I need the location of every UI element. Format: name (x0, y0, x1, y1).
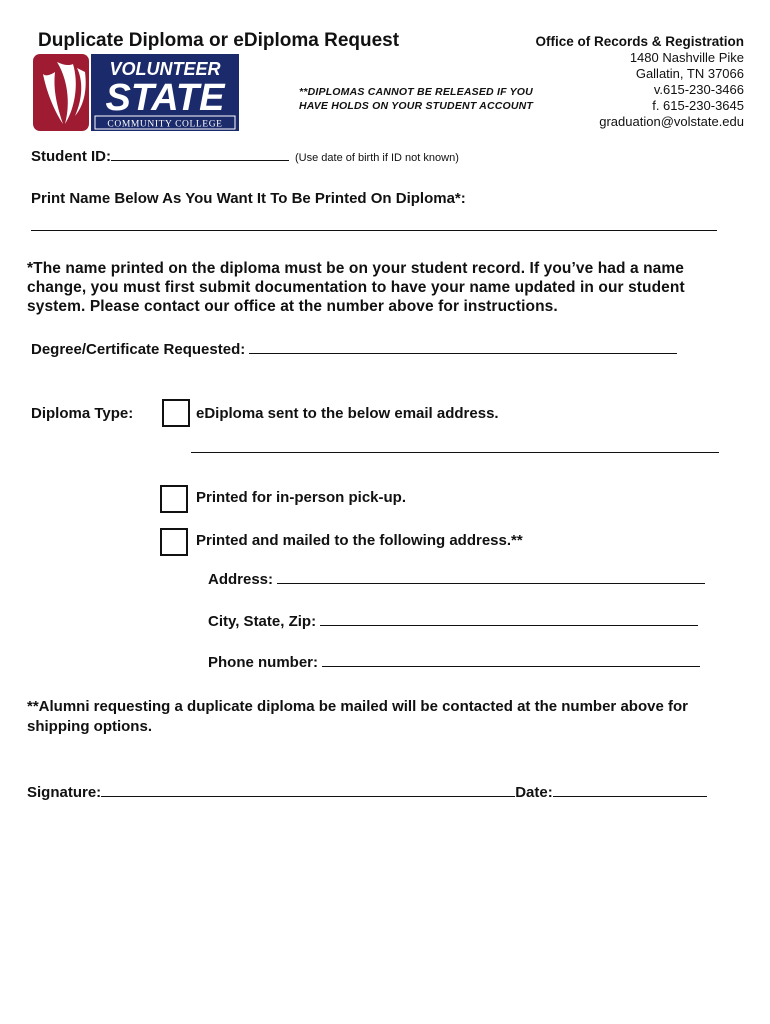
pickup-option-label: Printed for in-person pick-up. (196, 489, 407, 506)
print-name-label: Print Name Below As You Want It To Be Printed On Diploma*: (31, 190, 466, 207)
phone-line[interactable] (322, 666, 700, 667)
office-contact-block (535, 34, 744, 130)
ediploma-checkbox[interactable] (162, 399, 190, 427)
page-title: Duplicate Diploma or eDiploma Request (38, 30, 400, 51)
office-phone: v.615-230-3466 (653, 82, 744, 97)
pickup-checkbox[interactable] (160, 485, 188, 513)
name-change-note: *The name printed on the diploma must be on your student record. If you’ve had a name change, you must first submit documentation to have your name updated in our student system. Please contact our office at the number above for instructions. (27, 260, 685, 315)
mailed-checkbox[interactable] (160, 528, 188, 556)
degree-row (31, 341, 677, 358)
date-label: Date: (515, 784, 553, 801)
signature-date-row (27, 784, 707, 801)
student-id-label: Student ID: (31, 148, 111, 165)
office-email: graduation@volstate.edu (599, 114, 744, 129)
volunteer-state-logo (33, 54, 239, 131)
office-fax: f. 615-230-3645 (652, 98, 744, 113)
office-city: Gallatin, TN 37066 (635, 66, 744, 81)
ediploma-option-label: eDiploma sent to the below email address. (196, 405, 499, 422)
phone-row (208, 654, 700, 671)
email-line[interactable] (191, 452, 719, 453)
city-state-zip-row (208, 613, 698, 630)
address-label: Address: (208, 571, 274, 588)
student-id-hint: (Use date of birth if ID not known) (295, 152, 459, 164)
warning-line-1: **DIPLOMAS CANNOT BE RELEASED IF YOU (299, 86, 533, 98)
student-id-line[interactable] (111, 160, 289, 161)
mailed-option-label: Printed and mailed to the following address.** (196, 532, 523, 549)
signature-line[interactable] (101, 796, 515, 797)
signature-label: Signature: (27, 784, 102, 801)
student-id-row (31, 148, 459, 165)
holds-warning (288, 85, 544, 113)
city-state-zip-label: City, State, Zip: (208, 613, 317, 630)
office-name: Office of Records & Registration (535, 34, 744, 49)
phone-label: Phone number: (208, 654, 319, 671)
address-line[interactable] (277, 583, 705, 584)
logo-text-volunteer: VOLUNTEER (109, 59, 221, 79)
logo-text-state: STATE (105, 77, 225, 119)
address-row (208, 571, 705, 588)
office-street: 1480 Nashville Pike (629, 50, 744, 65)
warning-line-2: HAVE HOLDS ON YOUR STUDENT ACCOUNT (298, 100, 534, 112)
degree-label: Degree/Certificate Requested: (31, 341, 246, 358)
degree-line[interactable] (249, 353, 677, 354)
print-name-line[interactable] (31, 230, 717, 231)
date-line[interactable] (553, 796, 707, 797)
city-state-zip-line[interactable] (320, 625, 698, 626)
logo-text-community-college: COMMUNITY COLLEGE (107, 119, 223, 130)
alumni-shipping-note: **Alumni requesting a duplicate diploma be mailed will be contacted at the number above for shipping options. (27, 698, 688, 735)
diploma-type-label: Diploma Type: (31, 405, 134, 422)
